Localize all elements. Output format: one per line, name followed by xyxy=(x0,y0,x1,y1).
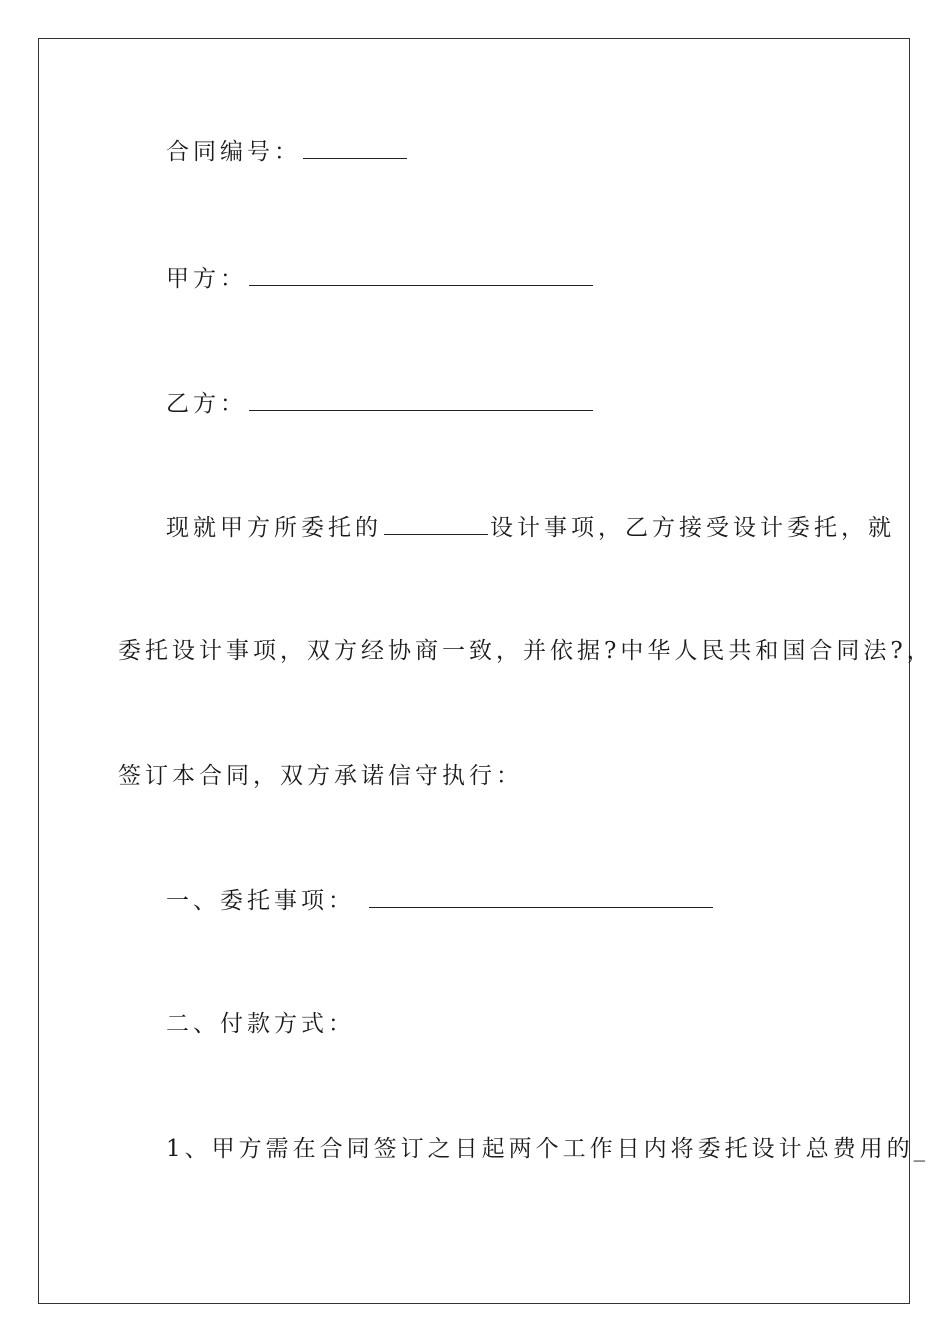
contract-number-label: 合同编号： xyxy=(166,139,301,165)
party-b-label: 乙方： xyxy=(166,391,247,417)
party-b-line xyxy=(166,392,595,416)
preamble-text-1b: 设计事项，乙方接受设计委托，就 xyxy=(490,515,895,541)
entrusted-matter-blank xyxy=(369,889,713,908)
party-b-blank xyxy=(249,392,593,411)
preamble-text-1a: 现就甲方所委托的 xyxy=(166,515,382,541)
section-1-label: 一、委托事项： xyxy=(166,888,355,914)
section-2-heading: 二、付款方式： xyxy=(166,1011,355,1037)
page-border xyxy=(38,38,910,1304)
section-1-line xyxy=(166,889,715,913)
contract-number-line xyxy=(166,140,409,164)
party-a-blank xyxy=(249,267,593,286)
preamble-line-1 xyxy=(166,516,895,540)
preamble-line-3: 签订本合同，双方承诺信守执行： xyxy=(118,763,523,789)
contract-number-blank xyxy=(303,140,407,159)
party-a-label: 甲方： xyxy=(166,266,247,292)
party-a-line xyxy=(166,267,595,291)
preamble-line-2: 委托设计事项，双方经协商一致，并依据?中华人民共和国合同法?， xyxy=(118,638,934,664)
clause-1-line: 1、甲方需在合同签订之日起两个工作日内将委托设计总费用的_ xyxy=(166,1136,930,1162)
design-matter-blank xyxy=(384,516,488,535)
